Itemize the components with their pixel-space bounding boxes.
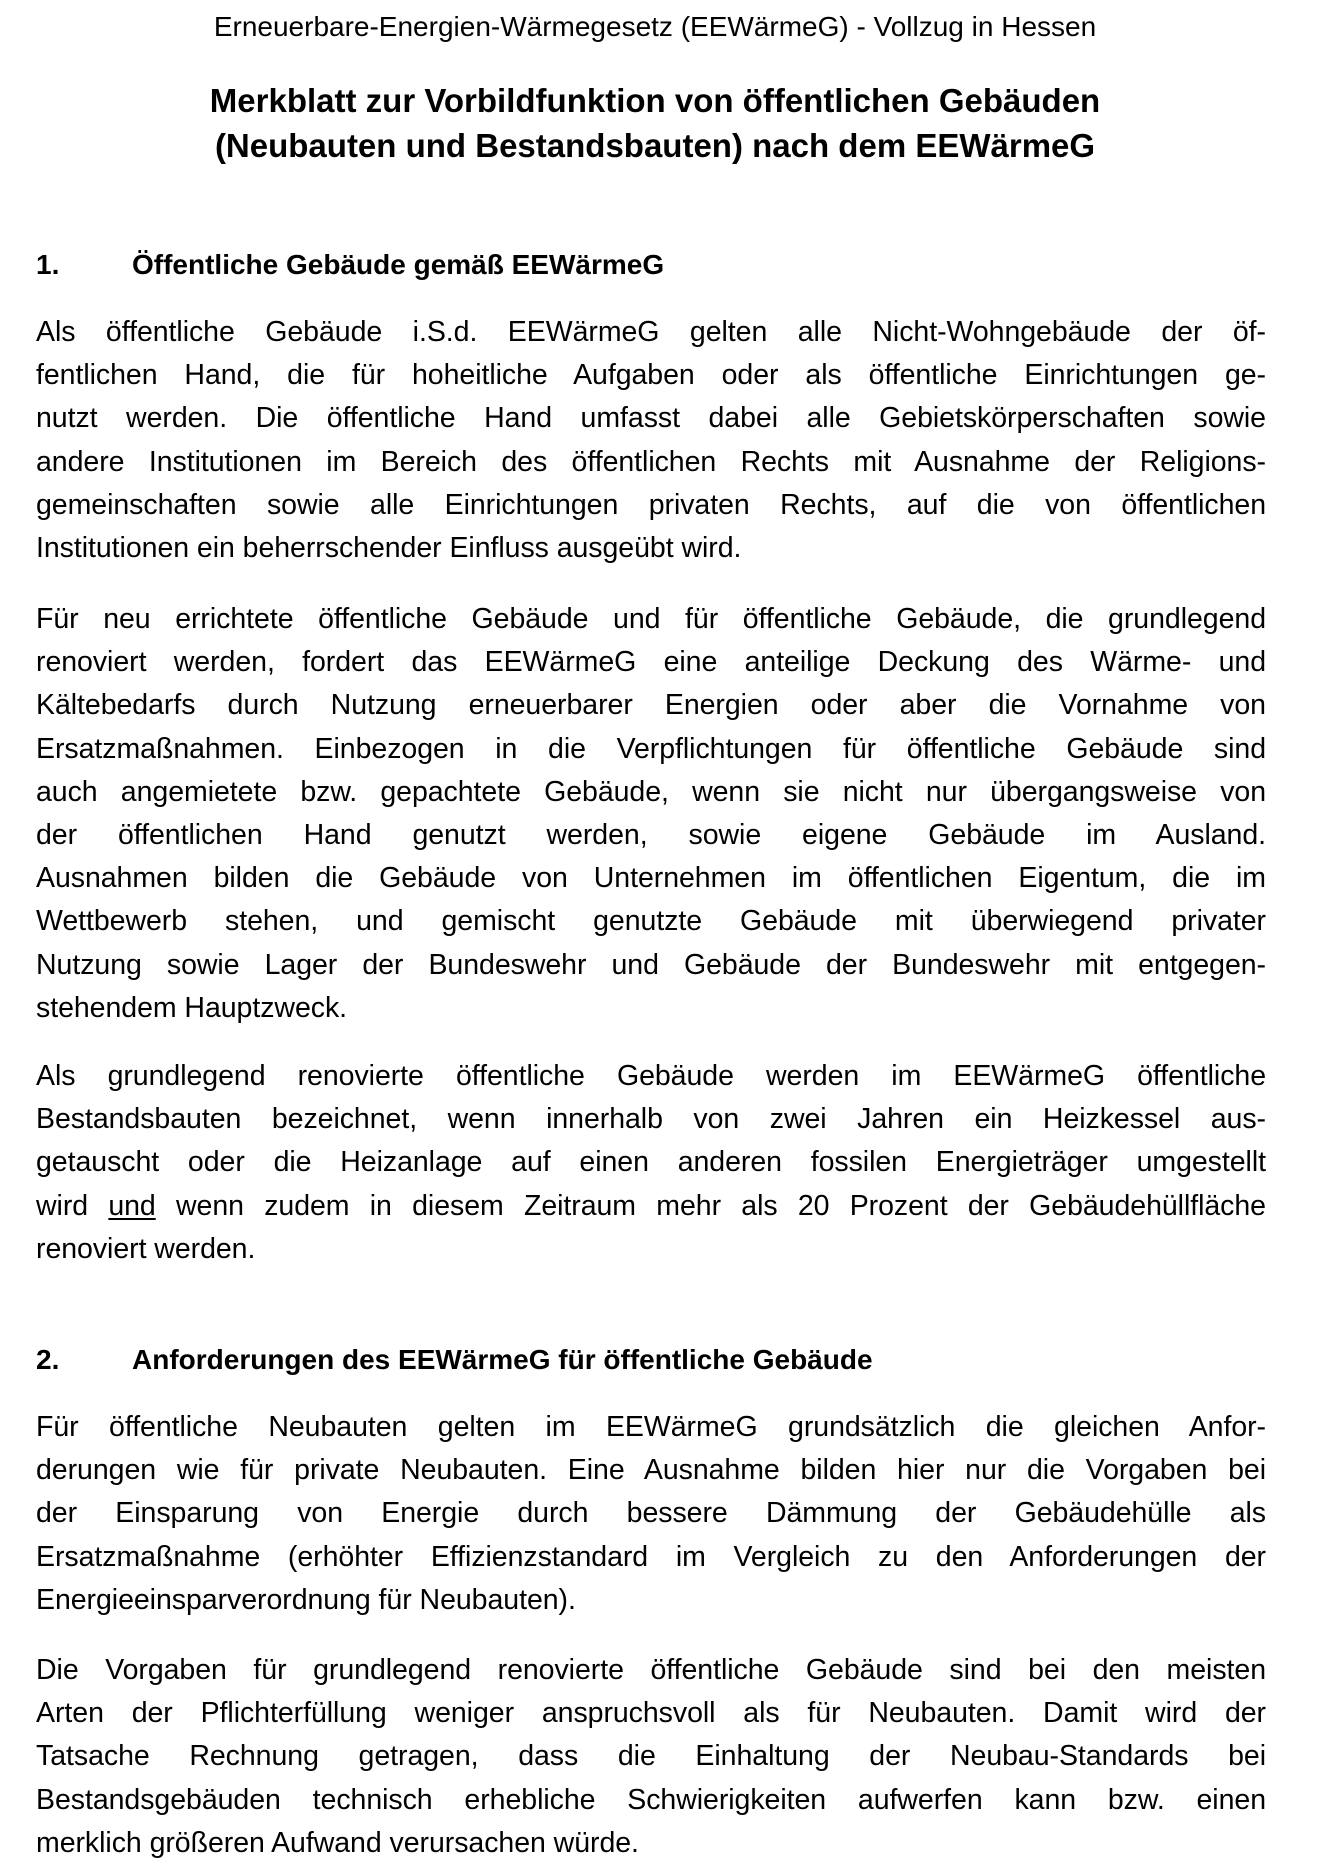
document-title bbox=[0, 78, 1310, 168]
title-line-1: Merkblatt zur Vorbildfunktion von öffentlichen Gebäuden bbox=[209, 82, 1101, 119]
text-line: derungen wie für private Neubauten. Eine Ausnahme bilden hier nur die Vorgaben bei bbox=[36, 1454, 1266, 1487]
text-line: Ersatzmaßnahme (erhöhter Effizienzstandard im Vergleich zu den Anforderungen der bbox=[36, 1540, 1266, 1573]
text-line: Energieeinsparverordnung für Neubauten). bbox=[36, 1583, 576, 1616]
text-line: gemeinschaften sowie alle Einrichtungen privaten Rechts, auf die von öffentlichen bbox=[36, 488, 1266, 521]
underlined-word: und bbox=[108, 1189, 156, 1222]
text-line: Institutionen ein beherrschender Einfluss ausgeübt wird. bbox=[36, 532, 742, 565]
text-line: auch angemietete bzw. gepachtete Gebäude, wenn sie nicht nur übergangsweise von bbox=[36, 775, 1266, 808]
text-line: Nutzung sowie Lager der Bundeswehr und Gebäude der Bundeswehr mit entgegen- bbox=[36, 948, 1266, 981]
text-line: Für neu errichtete öffentliche Gebäude und für öffentliche Gebäude, die grundlegend bbox=[36, 603, 1266, 635]
text-line: fentlichen Hand, die für hoheitliche Aufgaben oder als öffentliche Einrichtungen ge- bbox=[36, 359, 1266, 392]
text-line: Ausnahmen bilden die Gebäude von Unternehmen im öffentlichen Eigentum, die im bbox=[36, 862, 1266, 895]
section-title: Anforderungen des EEWärmeG für öffentliche Gebäude bbox=[132, 1344, 873, 1375]
title-line-2: (Neubauten und Bestandsbauten) nach dem EEWärmeG bbox=[214, 127, 1096, 164]
section-1-paragraph-3 bbox=[36, 1055, 1266, 1271]
text-line: renoviert werden, fordert das EEWärmeG eine anteilige Deckung des Wärme- und bbox=[36, 646, 1266, 679]
section-1-heading bbox=[36, 248, 664, 282]
text-line: Bestandsbauten bezeichnet, wenn innerhalb von zwei Jahren ein Heizkessel aus- bbox=[36, 1103, 1266, 1136]
section-2-paragraph-1 bbox=[36, 1406, 1266, 1622]
text-fragment: wenn zudem in diesem Zeitraum mehr als 20 Prozent der Gebäudehüllfläche bbox=[155, 1189, 1266, 1222]
text-line: nutzt werden. Die öffentliche Hand umfasst dabei alle Gebietskörperschaften sowie bbox=[36, 402, 1266, 435]
document-header: Erneuerbare-Energien-Wärmegesetz (EEWärmeG) - Vollzug in Hessen bbox=[213, 11, 1097, 42]
text-line: merklich größeren Aufwand verursachen würde. bbox=[36, 1826, 639, 1859]
text-line: der öffentlichen Hand genutzt werden, sowie eigene Gebäude im Ausland. bbox=[36, 819, 1266, 852]
text-line: der Einsparung von Energie durch bessere Dämmung der Gebäudehülle als bbox=[36, 1497, 1266, 1530]
text-line: Als grundlegend renovierte öffentliche Gebäude werden im EEWärmeG öffentliche bbox=[36, 1060, 1266, 1092]
section-title: Öffentliche Gebäude gemäß EEWärmeG bbox=[132, 249, 665, 280]
text-line: getauscht oder die Heizanlage auf einen anderen fossilen Energieträger umgestellt bbox=[36, 1146, 1266, 1179]
text-line: andere Institutionen im Bereich des öffentlichen Rechts mit Ausnahme der Religions- bbox=[36, 445, 1266, 478]
text-line: renoviert werden. bbox=[36, 1232, 256, 1265]
text-fragment: wird bbox=[36, 1189, 109, 1222]
text-line: stehendem Hauptzweck. bbox=[36, 991, 348, 1024]
text-line: Wettbewerb stehen, und gemischt genutzte Gebäude mit überwiegend privater bbox=[36, 905, 1266, 938]
text-line: Für öffentliche Neubauten gelten im EEWärmeG grundsätzlich die gleichen Anfor- bbox=[36, 1411, 1266, 1443]
text-line-with-underline bbox=[36, 1185, 1266, 1228]
text-line: Bestandsgebäuden technisch erhebliche Schwierigkeiten aufwerfen kann bzw. einen bbox=[36, 1783, 1266, 1816]
section-1-paragraph-1 bbox=[36, 311, 1266, 570]
section-1-paragraph-2 bbox=[36, 598, 1266, 1030]
section-number: 1. bbox=[36, 249, 60, 280]
text-line: Kältebedarfs durch Nutzung erneuerbarer Energien oder aber die Vornahme von bbox=[36, 689, 1266, 722]
text-line: Arten der Pflichterfüllung weniger anspruchsvoll als für Neubauten. Damit wird der bbox=[36, 1697, 1266, 1730]
text-line: Die Vorgaben für grundlegend renovierte öffentliche Gebäude sind bei den meisten bbox=[36, 1654, 1266, 1686]
text-line: Als öffentliche Gebäude i.S.d. EEWärmeG gelten alle Nicht-Wohngebäude der öf- bbox=[36, 316, 1266, 348]
section-2-heading bbox=[36, 1343, 873, 1377]
section-2-paragraph-2 bbox=[36, 1649, 1266, 1865]
section-number: 2. bbox=[36, 1344, 60, 1375]
text-line: Ersatzmaßnahmen. Einbezogen in die Verpflichtungen für öffentliche Gebäude sind bbox=[36, 732, 1266, 765]
text-line: Tatsache Rechnung getragen, dass die Einhaltung der Neubau-Standards bei bbox=[36, 1740, 1266, 1773]
